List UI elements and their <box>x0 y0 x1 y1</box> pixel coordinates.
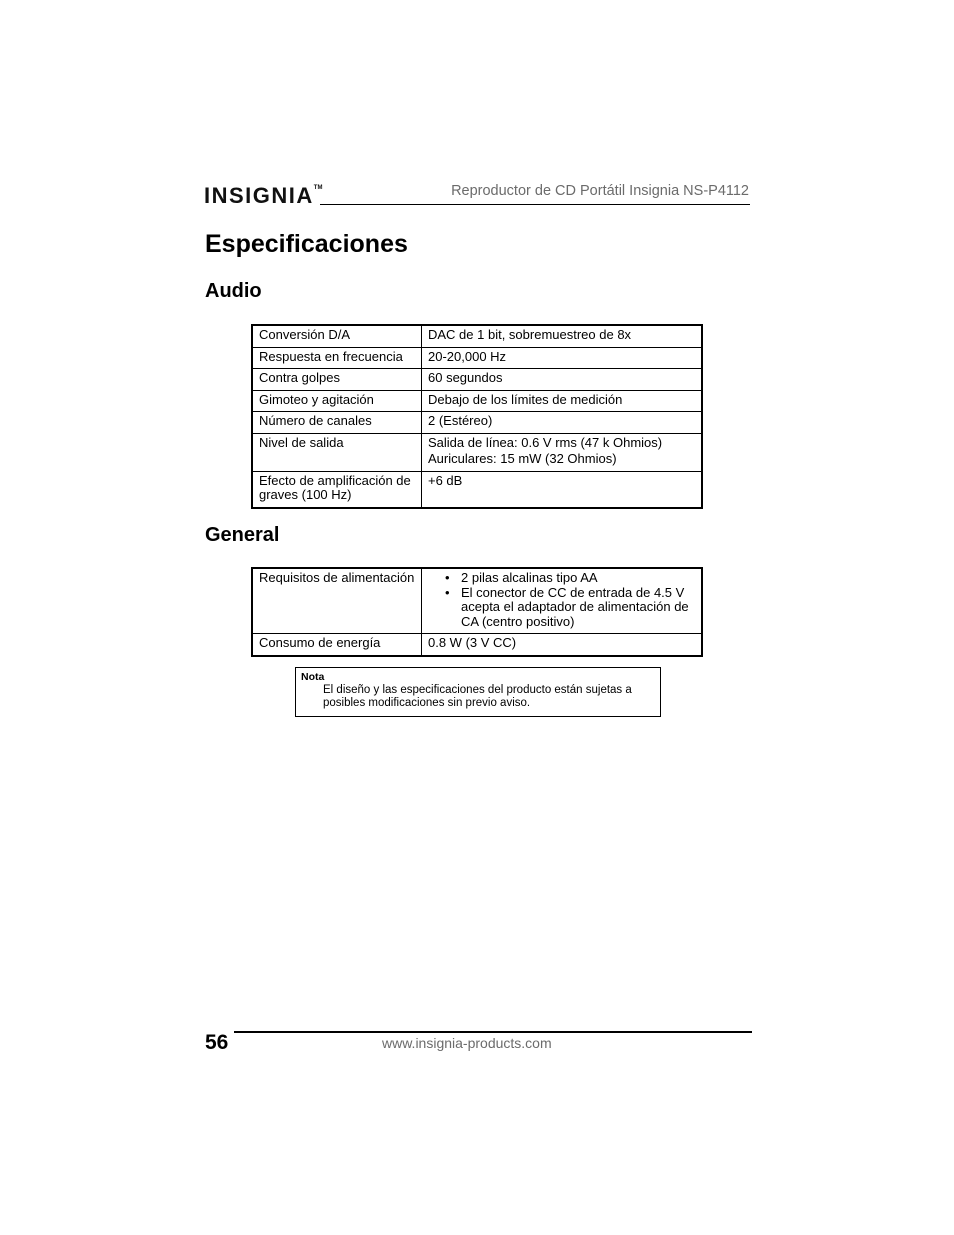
spec-value <box>422 433 703 471</box>
table-row <box>252 325 702 347</box>
spec-value: 2 (Estéreo) <box>422 412 703 434</box>
spec-value: 20-20,000 Hz <box>422 347 703 369</box>
spec-value: +6 dB <box>422 471 703 508</box>
list-item: • 2 pilas alcalinas tipo AA <box>461 571 695 586</box>
note-label: Nota <box>301 671 325 683</box>
general-spec-table <box>251 567 703 657</box>
spec-label: Número de canales <box>252 412 422 434</box>
page-title: Especificaciones <box>205 230 408 258</box>
audio-spec-table <box>251 324 703 509</box>
note-text: El diseño y las especificaciones del producto están sujetas a posibles modificaciones sin previo aviso. <box>323 684 632 709</box>
spec-label: Respuesta en frecuencia <box>252 347 422 369</box>
spec-value-line: Auriculares: 15 mW (32 Ohmios) <box>428 451 617 466</box>
table-row <box>252 471 702 508</box>
spec-value: 0.8 W (3 V CC) <box>422 634 703 656</box>
table-row <box>252 412 702 434</box>
table-row <box>252 634 702 656</box>
spec-value: Debajo de los límites de medición <box>422 390 703 412</box>
footer-rule <box>234 1031 752 1033</box>
list-item: • El conector de CC de entrada de 4.5 V acepta el adaptador de alimentación de CA (centro positivo) <box>461 586 695 630</box>
note-box <box>295 667 661 717</box>
spec-label: Requisitos de alimentación <box>252 568 422 634</box>
audio-heading: Audio <box>205 280 262 302</box>
spec-label: Gimoteo y agitación <box>252 390 422 412</box>
spec-label: Efecto de amplificación de graves (100 Hz) <box>252 471 422 508</box>
bullet-list <box>428 571 695 629</box>
table-row <box>252 568 702 634</box>
footer-url: www.insignia-products.com <box>382 1035 552 1051</box>
table-row <box>252 347 702 369</box>
spec-value: 60 segundos <box>422 369 703 391</box>
spec-value-line: Salida de línea: 0.6 V rms (47 k Ohmios) <box>428 434 663 450</box>
spec-label: Conversión D/A <box>252 325 422 347</box>
header-title: Reproductor de CD Portátil Insignia NS-P4112 <box>451 183 749 199</box>
spec-label: Contra golpes <box>252 369 422 391</box>
header-rule <box>320 204 750 205</box>
spec-value <box>422 568 703 634</box>
insignia-logo: INSIGNIA™ <box>204 183 323 208</box>
spec-label: Consumo de energía <box>252 634 422 656</box>
table-row <box>252 369 702 391</box>
table-row <box>252 433 702 471</box>
page-number: 56 <box>205 1031 229 1054</box>
table-row <box>252 390 702 412</box>
spec-label: Nivel de salida <box>252 433 422 471</box>
spec-value: DAC de 1 bit, sobremuestreo de 8x <box>422 325 703 347</box>
general-heading: General <box>205 524 280 546</box>
